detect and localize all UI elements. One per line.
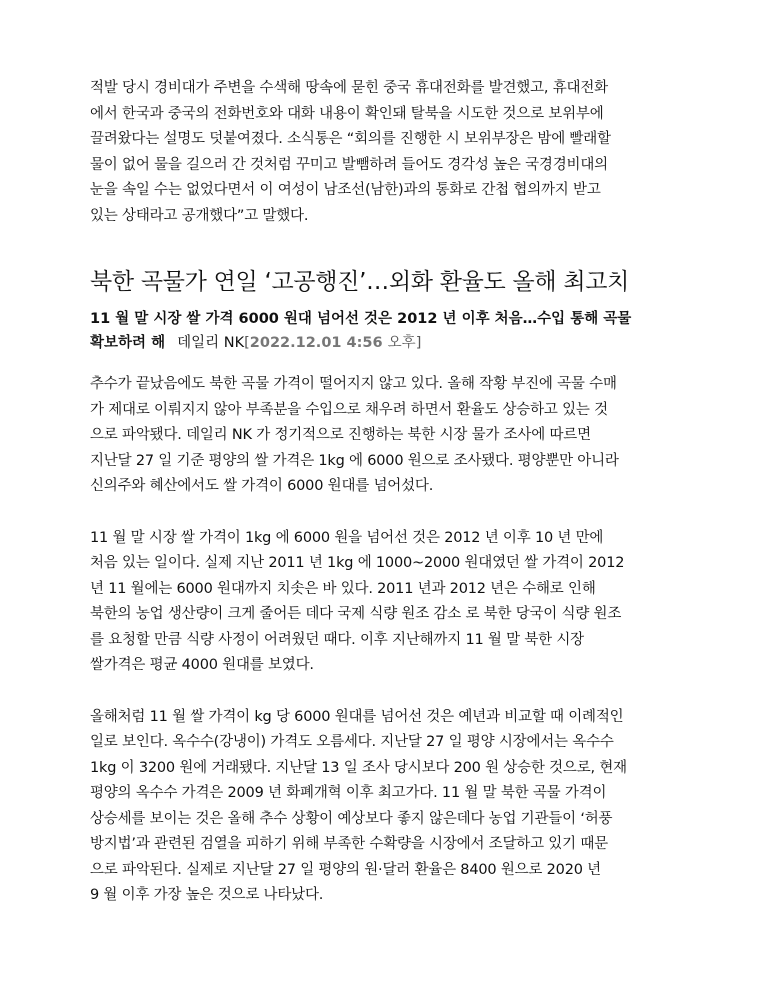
- text-line: 눈을 속일 수는 없었다면서 이 여성이 남조선(남한)과의 통화로 간첩 협의까지 받고: [90, 182, 601, 198]
- document-page: [90, 76, 685, 909]
- text-line: 처음 있는 일이다. 실제 지난 2011 년 1kg 에 1000~2000 원대였던 쌀 가격이 2012: [90, 555, 625, 571]
- byline-bracket-open: [: [244, 335, 250, 351]
- body-paragraph: [90, 705, 685, 909]
- text-line: 북한의 농업 생산량이 크게 줄어든 데다 국제 식량 원조 감소 로 북한 당국이 식량 원조: [90, 606, 622, 622]
- text-line: 일로 보인다. 옥수수(강냉이) 가격도 오름세다. 지난달 27 일 평양 시장에서는 옥수수: [90, 734, 614, 750]
- text-line: 적발 당시 경비대가 주변을 수색해 땅속에 묻힌 중국 휴대전화를 발견했고, 휴대전화: [90, 80, 608, 96]
- body-paragraph: [90, 372, 685, 500]
- text-line: 년 11 월에는 6000 원대까지 치솟은 바 있다. 2011 년과 2012 년은 수해로 인해: [90, 580, 596, 597]
- text-line: 에서 한국과 중국의 전화번호와 대화 내용이 확인돼 탈북을 시도한 것으로 보위부에: [90, 105, 604, 122]
- text-line: 상승세를 보이는 것은 올해 추수 상황이 예상보다 좋지 않은데다 농업 기관들이 ‘허풍: [90, 810, 613, 827]
- article-headline: 북한 곡물가 연일 ‘고공행진’…외화 환율도 올해 최고치: [90, 269, 630, 295]
- subhead-line: 확보하려 해: [90, 335, 166, 351]
- byline-bracket-close: ]: [415, 335, 422, 351]
- text-line: 11 월 말 시장 쌀 가격이 1kg 에 6000 원을 넘어선 것은 2012 년 이후 10 년 만에: [90, 529, 604, 546]
- text-line: 신의주와 혜산에서도 쌀 가격이 6000 원대를 넘어섰다.: [90, 478, 434, 494]
- text-line: 를 요청할 만큼 식량 사정이 어려웠던 때다. 이후 지난해까지 11 월 말 북한 시장: [90, 631, 584, 648]
- text-line: 으로 파악됐다. 데일리 NK 가 정기적으로 진행하는 북한 시장 물가 조사에 따르면: [90, 427, 591, 443]
- subhead-line-byline: [90, 331, 685, 355]
- text-line: 평양의 옥수수 가격은 2009 년 화폐개혁 이후 최고가다. 11 월 말 북한 곡물 가격이: [90, 785, 607, 801]
- byline-source: 데일리 NK: [177, 335, 245, 351]
- text-line: 방지법’과 관련된 검열을 피하기 위해 부족한 수확량을 시장에서 조달하고 있기 때문: [90, 836, 608, 852]
- subhead-line: 11 월 말 시장 쌀 가격 6000 원대 넘어선 것은 2012 년 이후 처음…수입 통해 곡물: [90, 311, 632, 327]
- text-line: 쌀가격은 평균 4000 원대를 보였다.: [90, 657, 314, 673]
- byline-date: 2022.12.01 4:56: [249, 335, 388, 351]
- text-line: 지난달 27 일 기준 평양의 쌀 가격은 1kg 에 6000 원으로 조사됐다. 평양뿐만 아니라: [90, 452, 619, 469]
- text-line: 올해처럼 11 월 쌀 가격이 kg 당 6000 원대를 넘어선 것은 예년과 비교할 때 이례적인: [90, 708, 624, 725]
- article-subhead: [90, 307, 685, 355]
- body-paragraph: [90, 526, 685, 679]
- text-line: 끌려왔다는 설명도 덧붙여졌다. 소식통은 “회의를 진행한 시 보위부장은 밤에 빨래할: [90, 131, 611, 147]
- text-line: 으로 파악된다. 실제로 지난달 27 일 평양의 원·달러 환율은 8400 원으로 2020 년: [90, 861, 601, 878]
- text-line: 있는 상태라고 공개했다”고 말했다.: [90, 207, 309, 224]
- text-line: 9 월 이후 가장 높은 것으로 나타났다.: [90, 887, 324, 903]
- text-line: 물이 없어 물을 길으러 간 것처럼 꾸미고 발뺌하려 들어도 경각성 높은 국경경비대의: [90, 156, 608, 173]
- text-line: 추수가 끝났음에도 북한 곡물 가격이 떨어지지 않고 있다. 올해 작황 부진에 곡물 수매: [90, 376, 617, 392]
- byline-ampm: 오후: [387, 335, 416, 351]
- text-line: 가 제대로 이뤄지지 않아 부족분을 수입으로 채우려 하면서 환율도 상승하고 있는 것: [90, 401, 608, 418]
- text-line: 1kg 이 3200 원에 거래됐다. 지난달 13 일 조사 당시보다 200 원 상승한 것으로, 현재: [90, 759, 627, 776]
- intro-paragraph: [90, 76, 685, 229]
